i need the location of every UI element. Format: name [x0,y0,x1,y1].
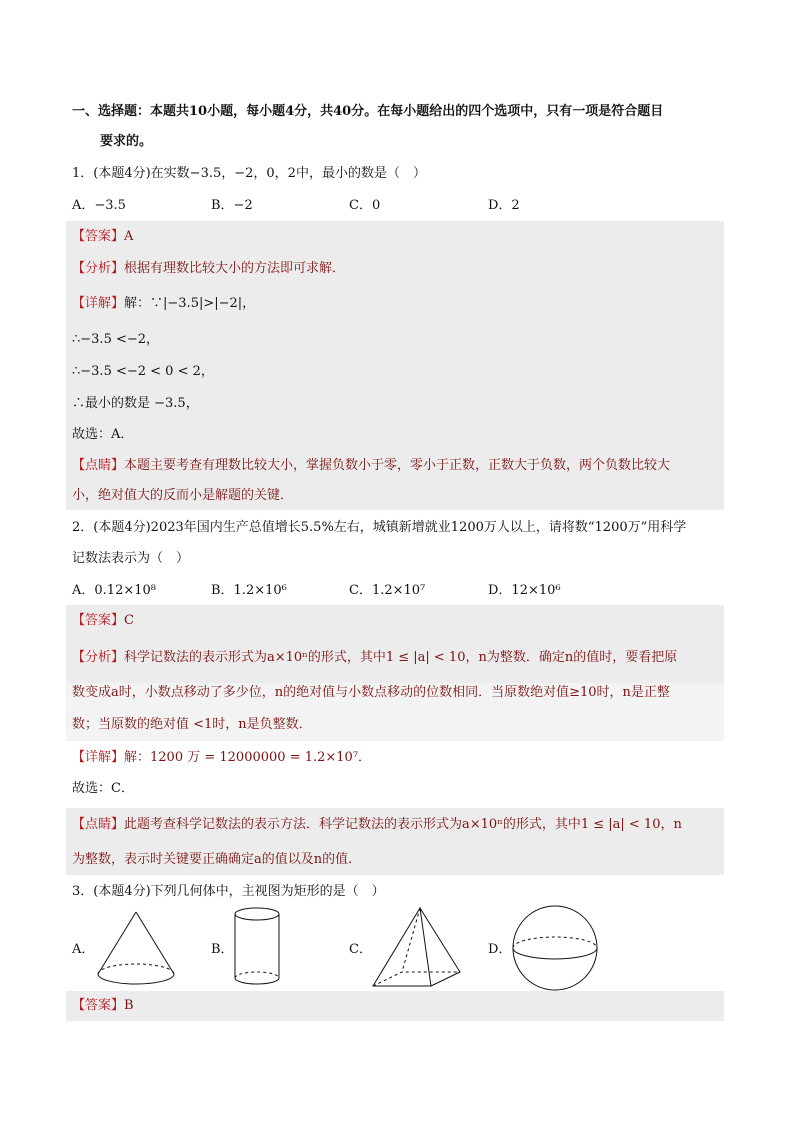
detail-tag: 【详解】 [72,296,125,311]
q2-choice: 故选：C． [72,781,134,796]
q2-option-c[interactable]: C．1.2×10⁷ [349,583,426,598]
q1-detail-line-5: 故选：A． [72,427,134,442]
q1-analysis [72,259,345,279]
analysis-text-1: 科学记数法的表示形式为a×10ⁿ的形式，其中1 ≤ |a| < 10，n为整数．确定n的值时，要看把原 [124,650,678,665]
sphere-icon [509,905,601,991]
q1-stem: 1．(本题4分)在实数−3.5，−2，0，2中，最小的数是（ ） [72,166,426,181]
q2-option-b[interactable]: B．1.2×10⁶ [211,583,287,598]
q1-comment [72,456,670,476]
q1-detail-line-2: ∴−3.5 <−2， [72,332,160,347]
answer-value: B [124,998,134,1013]
cylinder-icon [232,906,282,988]
q3-option-c[interactable]: C． [349,942,372,957]
q3-option-d[interactable]: D． [488,942,512,957]
q1-option-d[interactable]: D．2 [488,198,520,213]
q1-answer [72,227,133,247]
answer-tag: 【答案】 [72,229,125,244]
detail-line-1: 解：∵|−3.5|>|−2|， [124,296,256,311]
comment-tag: 【点睛】 [72,458,125,473]
q1-option-a[interactable]: A．−3.5 [72,198,126,213]
answer-value: A [124,229,134,244]
q2-analysis-line-2: 数变成a时，小数点移动了多少位，n的绝对值与小数点移动的位数相同．当原数绝对值≥10时，n是正整 [72,685,670,700]
analysis-tag: 【分析】 [72,261,125,276]
q2-comment-cont: 为整数，表示时关键要正确确定a的值以及n的值． [72,852,362,867]
q2-solution-panel-top [66,605,724,683]
detail-tag: 【详解】 [72,750,125,765]
comment-text-1: 此题考查科学记数法的表示方法．科学记数法的表示形式为a×10ⁿ的形式，其中1 ≤ |a| < 10，n [124,817,682,832]
q3-answer [72,996,134,1016]
q1-detail-line-3: ∴−3.5 <−2 < 0 < 2， [72,364,214,379]
detail-text: 解：1200 万 = 12000000 = 1.2×10⁷． [124,750,372,765]
q2-answer [72,611,134,631]
section-heading: 一、选择题：本题共10小题，每小题4分，共40分。在每小题给出的四个选项中，只有一项是符合题目 [72,104,664,119]
comment-tag: 【点睛】 [72,817,125,832]
analysis-text: 根据有理数比较大小的方法即可求解． [124,261,346,276]
q2-analysis-line-3: 数；当原数的绝对值 <1时，n是负整数． [72,717,312,732]
q1-comment-cont: 小，绝对值大的反而小是解题的关键． [72,488,294,503]
q2-analysis [72,648,677,668]
section-heading-cont: 要求的。 [100,134,153,149]
q2-option-d[interactable]: D．12×10⁶ [488,583,561,598]
q3-option-b[interactable]: B． [211,942,234,957]
comment-text-1: 本题主要考查有理数比较大小，掌握负数小于零，零小于正数，正数大于负数，两个负数比较大 [124,458,671,473]
q1-option-b[interactable]: B．−2 [211,198,253,213]
q1-option-c[interactable]: C．0 [349,198,381,213]
q3-stem: 3．(本题4分)下列几何体中，主视图为矩形的是（ ） [72,884,385,899]
q2-stem-2: 记数法表示为（ ） [72,551,190,566]
cone-icon [94,908,178,988]
answer-tag: 【答案】 [72,613,125,628]
pyramid-icon [370,906,464,990]
q3-option-a[interactable]: A． [72,942,95,957]
analysis-tag: 【分析】 [72,650,125,665]
q3-answer-panel [66,991,724,1021]
q1-detail [72,294,255,314]
q1-detail-line-4: ∴最小的数是 −3.5， [72,396,199,411]
answer-tag: 【答案】 [72,998,125,1013]
answer-value: C [124,613,134,628]
q2-detail [72,748,371,768]
q2-stem-1: 2．(本题4分)2023年国内生产总值增长5.5%左右，城镇新增就业1200万人以上，请将数“1200万”用科学 [72,520,687,535]
q2-comment [72,815,682,835]
q2-option-a[interactable]: A．0.12×10⁸ [72,583,156,598]
